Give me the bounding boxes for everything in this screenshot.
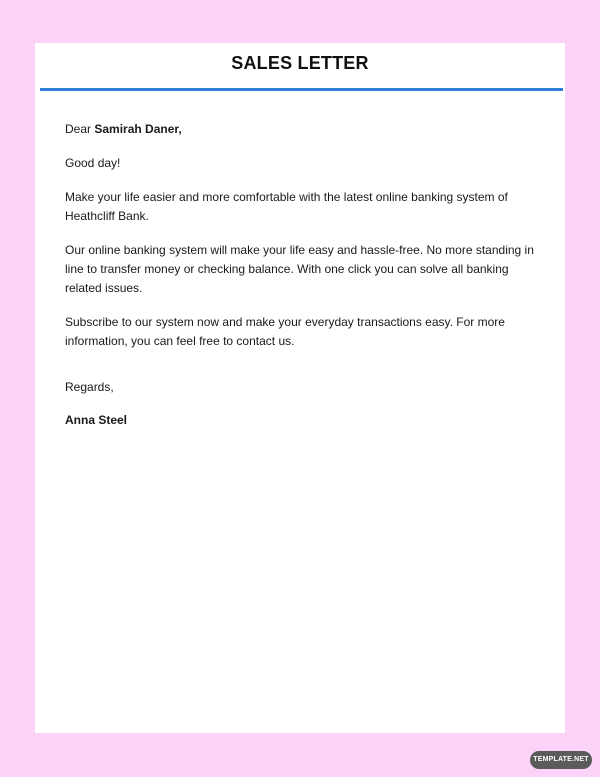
paragraph-call-to-action: Subscribe to our system now and make your everyday transactions easy. For more information, you can feel free to contact us. <box>65 315 505 348</box>
letter-page <box>35 43 565 733</box>
title-divider <box>40 88 563 91</box>
recipient-name: Samirah Daner, <box>94 122 182 136</box>
signature: Anna Steel <box>65 413 128 427</box>
greeting: Good day! <box>65 156 121 170</box>
template-net-watermark: TEMPLATE.NET <box>530 751 592 769</box>
letter-title: SALES LETTER <box>231 53 369 73</box>
salutation-prefix: Dear <box>65 122 95 136</box>
paragraph-benefits: Our online banking system will make your life easy and hassle-free. No more standing in line to transfer money or checking balance. With one click you can solve all banking related issues. <box>65 243 534 295</box>
letter-body <box>65 120 545 445</box>
paragraph-intro: Make your life easier and more comfortable with the latest online banking system of Heathcliff Bank. <box>65 190 508 223</box>
closing: Regards, <box>65 380 114 394</box>
salutation <box>65 120 545 139</box>
